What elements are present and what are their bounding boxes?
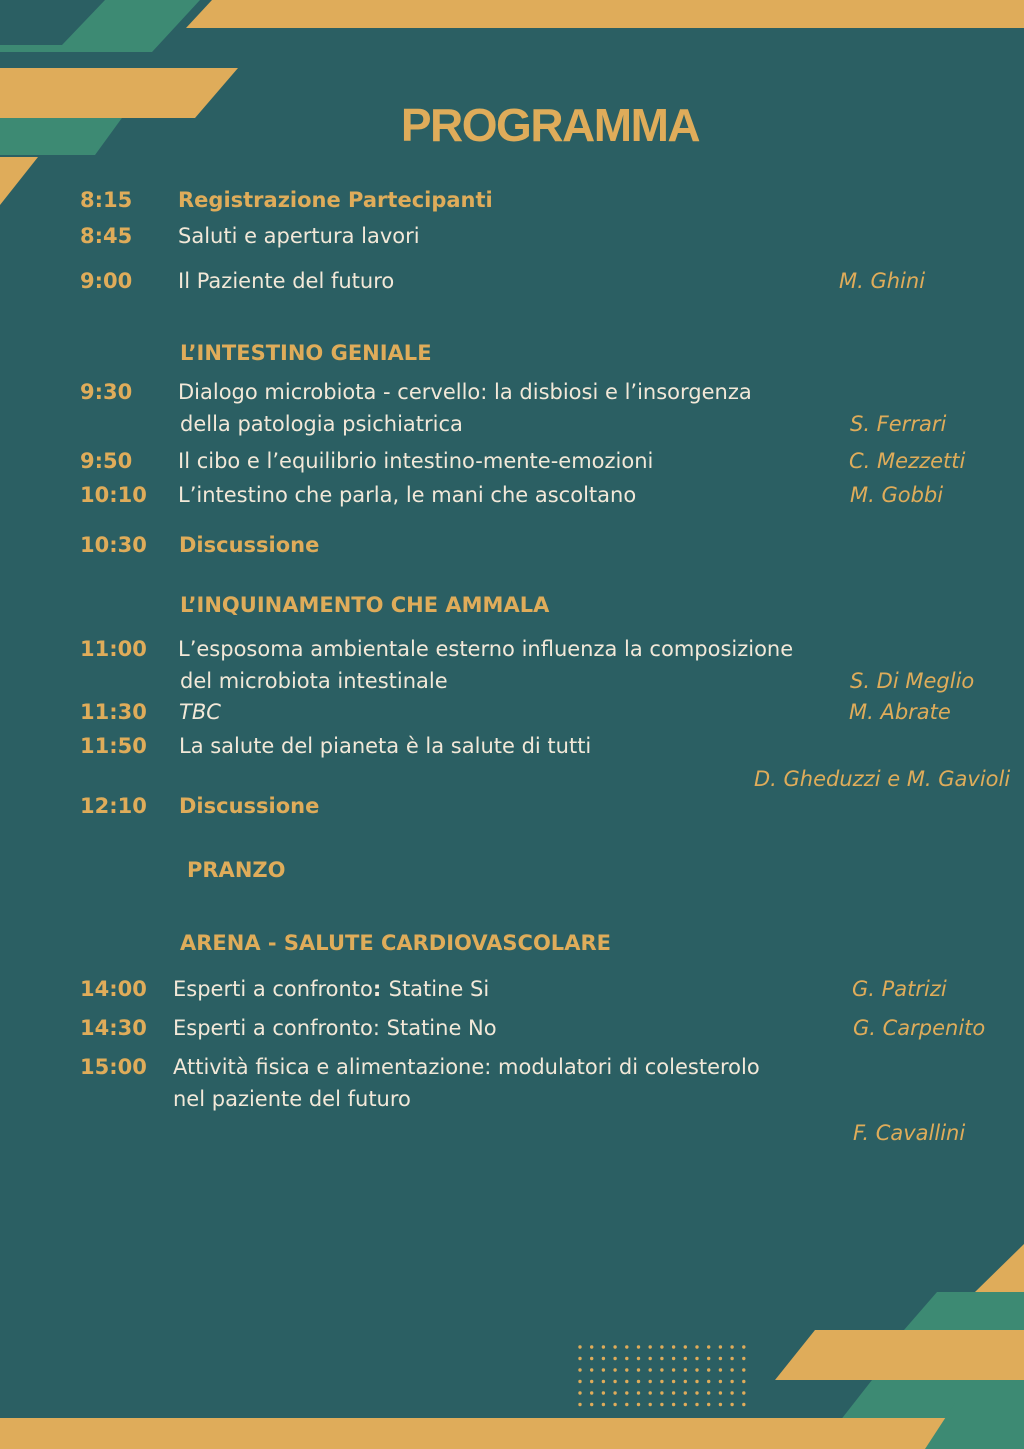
decorative-dot: [649, 1368, 652, 1371]
decorative-dot: [660, 1345, 663, 1348]
item-description: Il Paziente del futuro: [178, 269, 395, 293]
time-label: 10:10: [80, 483, 147, 507]
speaker-name: F. Cavallini: [853, 1121, 966, 1145]
item-description: Esperti a confronto: Statine Si: [173, 977, 490, 1001]
decorative-dot: [707, 1403, 710, 1406]
decorative-dot: [613, 1368, 616, 1371]
decorative-dot: [672, 1368, 675, 1371]
decorative-dot: [695, 1391, 698, 1394]
decorative-dot: [695, 1403, 698, 1406]
decorative-dot: [613, 1345, 616, 1348]
decorative-dot: [625, 1391, 628, 1394]
item-description: Discussione: [179, 794, 320, 818]
decorative-dot: [684, 1368, 687, 1371]
section-heading: PRANZO: [187, 858, 286, 882]
decorative-dot: [719, 1368, 722, 1371]
stripe-bottom-gold: [0, 1418, 1024, 1449]
decorative-dot: [730, 1345, 733, 1348]
decorative-dot: [707, 1368, 710, 1371]
speaker-name: S. Ferrari: [850, 412, 947, 436]
item-description: L’esposoma ambientale esterno influenza la composizione del microbiota intestinale: [178, 637, 794, 693]
decorative-dot: [707, 1345, 710, 1348]
decorative-dot: [625, 1403, 628, 1406]
item-description: Dialogo microbiota - cervello: la disbiosi e l’insorgenza della patologia psichiatrica: [178, 380, 752, 436]
section-heading: ARENA - SALUTE CARDIOVASCOLARE: [180, 931, 611, 955]
decorative-dot: [695, 1380, 698, 1383]
section-heading: L’INTESTINO GENIALE: [180, 341, 432, 365]
decorative-dot: [730, 1403, 733, 1406]
decorative-dot: [672, 1357, 675, 1360]
decorative-dot: [602, 1391, 605, 1394]
decorative-dot: [578, 1357, 581, 1360]
decorative-dot: [742, 1391, 745, 1394]
decorative-dot: [672, 1403, 675, 1406]
decorative-dot: [602, 1357, 605, 1360]
decorative-dot: [730, 1357, 733, 1360]
time-label: 8:45: [80, 224, 133, 248]
decorative-dot: [578, 1403, 581, 1406]
decorative-dot: [637, 1403, 640, 1406]
decorative-dot: [660, 1357, 663, 1360]
decorative-dot: [637, 1345, 640, 1348]
decorative-dot: [672, 1345, 675, 1348]
item-description: Attività fisica e alimentazione: modulatori di colesterolo nel paziente del futuro: [173, 1055, 760, 1111]
stripe-br-gold: [775, 1330, 1024, 1380]
item-description: La salute del pianeta è la salute di tutti: [179, 734, 592, 758]
speaker-name: M. Ghini: [839, 269, 926, 293]
decorative-dot: [707, 1391, 710, 1394]
decorative-dot: [590, 1391, 593, 1394]
decorative-dot: [625, 1368, 628, 1371]
decorative-dot: [684, 1391, 687, 1394]
decorative-dot: [613, 1391, 616, 1394]
dot-grid: [578, 1345, 745, 1406]
decorative-dot: [695, 1357, 698, 1360]
decorative-dot: [684, 1403, 687, 1406]
decorative-dot: [707, 1380, 710, 1383]
item-description: Discussione: [179, 533, 320, 557]
decorative-dot: [625, 1357, 628, 1360]
decorative-dot: [602, 1345, 605, 1348]
decorative-dot: [684, 1357, 687, 1360]
decorative-dot: [649, 1357, 652, 1360]
item-description: L’intestino che parla, le mani che ascoltano: [178, 483, 637, 507]
decorative-dot: [672, 1391, 675, 1394]
decorative-dot: [730, 1368, 733, 1371]
time-label: 11:50: [80, 734, 147, 758]
decorative-dot: [719, 1357, 722, 1360]
time-label: 10:30: [80, 533, 147, 557]
time-label: 11:00: [80, 637, 147, 661]
page-title: PROGRAMMA: [400, 99, 700, 151]
decorative-dot: [625, 1380, 628, 1383]
decorative-dot: [742, 1357, 745, 1360]
item-description: Registrazione Partecipanti: [178, 188, 493, 212]
decorative-dot: [730, 1380, 733, 1383]
decorative-dot: [730, 1391, 733, 1394]
decorative-dot: [578, 1368, 581, 1371]
decorative-dot: [590, 1403, 593, 1406]
decorative-dot: [707, 1357, 710, 1360]
decorative-dot: [719, 1345, 722, 1348]
decorative-dot: [590, 1357, 593, 1360]
decorative-dot: [590, 1368, 593, 1371]
decorative-dot: [590, 1380, 593, 1383]
decorative-dot: [602, 1368, 605, 1371]
decorative-dot: [695, 1368, 698, 1371]
decorative-dot: [637, 1380, 640, 1383]
stripe-br-green: [904, 1292, 1024, 1330]
time-label: 9:30: [80, 380, 133, 404]
speaker-name: S. Di Meglio: [850, 669, 975, 693]
decorative-dot: [613, 1403, 616, 1406]
speaker-name: C. Mezzetti: [849, 449, 966, 473]
stripe-top-gold: [186, 0, 1024, 28]
decorative-dot: [719, 1403, 722, 1406]
decorative-dot: [613, 1380, 616, 1383]
speaker-name: G. Patrizi: [852, 977, 947, 1001]
decorative-dot: [719, 1391, 722, 1394]
decorative-dot: [660, 1380, 663, 1383]
decorative-dot: [684, 1345, 687, 1348]
stripe-top-green: [0, 0, 200, 52]
time-label: 14:00: [80, 977, 147, 1001]
decorative-dot: [649, 1403, 652, 1406]
time-label: 9:50: [80, 449, 133, 473]
decorative-dot: [578, 1391, 581, 1394]
decorative-dot: [602, 1380, 605, 1383]
item-description: Saluti e apertura lavori: [178, 224, 420, 248]
decorative-dot: [590, 1345, 593, 1348]
speaker-name: G. Carpenito: [853, 1016, 986, 1040]
time-label: 12:10: [80, 794, 147, 818]
section-heading: L’INQUINAMENTO CHE AMMALA: [180, 593, 550, 617]
decorative-dot: [684, 1380, 687, 1383]
decorative-dot: [613, 1357, 616, 1360]
item-description: Il cibo e l’equilibrio intestino-mente-emozioni: [178, 449, 654, 473]
item-description: Esperti a confronto: Statine No: [173, 1016, 497, 1040]
decorative-dot: [719, 1380, 722, 1383]
decorative-dot: [578, 1345, 581, 1348]
speaker-name: D. Gheduzzi e M. Gavioli: [754, 767, 1011, 791]
decorative-dot: [695, 1345, 698, 1348]
speaker-name: M. Gobbi: [850, 483, 944, 507]
stripe-br-gold-tip: [975, 1244, 1024, 1292]
time-label: 9:00: [80, 269, 133, 293]
decorative-dot: [649, 1345, 652, 1348]
decorative-dot: [660, 1403, 663, 1406]
decorative-dot: [625, 1345, 628, 1348]
decorative-dot: [637, 1368, 640, 1371]
decorative-dot: [660, 1391, 663, 1394]
stripe-left-gold-small: [0, 157, 38, 205]
decorative-dot: [672, 1380, 675, 1383]
decorative-dot: [637, 1391, 640, 1394]
decorative-dot: [660, 1368, 663, 1371]
decorative-dot: [578, 1380, 581, 1383]
time-label: 14:30: [80, 1016, 147, 1040]
decorative-dot: [602, 1403, 605, 1406]
decorative-dot: [637, 1357, 640, 1360]
decorative-dot: [649, 1391, 652, 1394]
decorative-dot: [742, 1380, 745, 1383]
decorative-dot: [742, 1403, 745, 1406]
time-label: 15:00: [80, 1055, 147, 1079]
speaker-name: M. Abrate: [849, 700, 951, 724]
decorative-dot: [649, 1380, 652, 1383]
decorative-dot: [742, 1368, 745, 1371]
time-label: 11:30: [80, 700, 147, 724]
decorative-dot: [742, 1345, 745, 1348]
item-description: TBC: [179, 700, 221, 724]
time-label: 8:15: [80, 188, 133, 212]
